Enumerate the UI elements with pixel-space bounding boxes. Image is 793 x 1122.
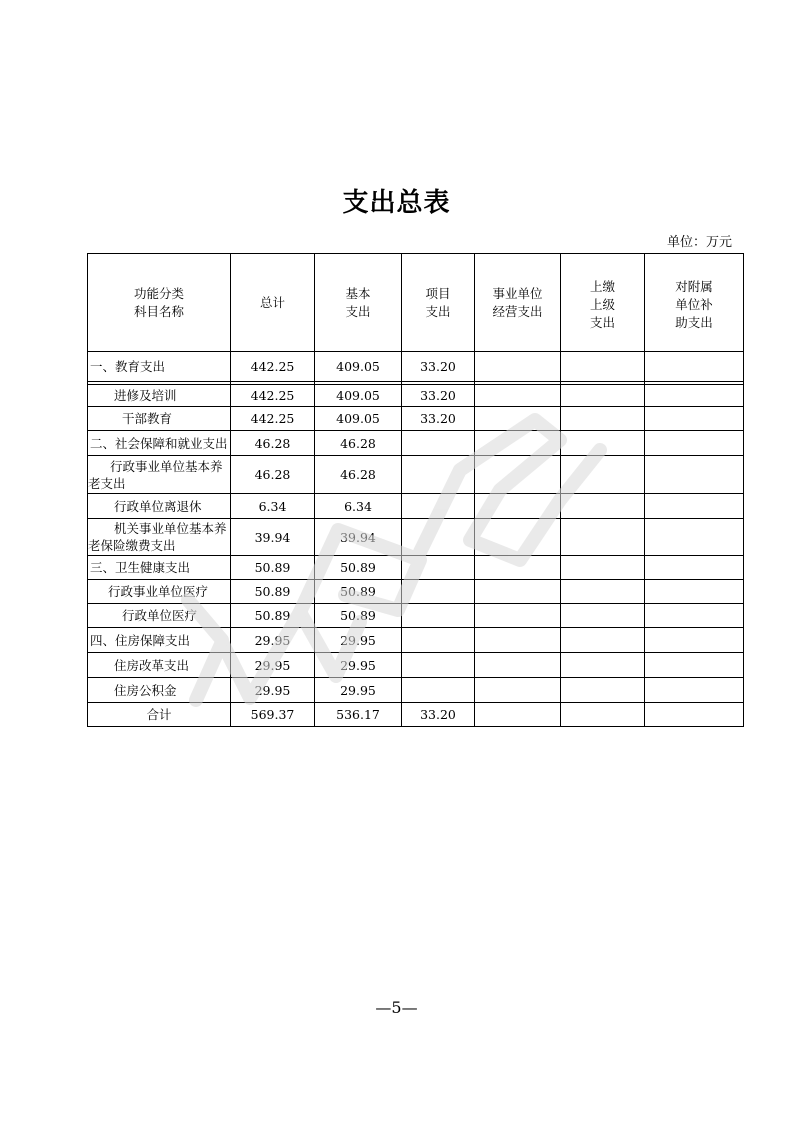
row-name: 一、教育支出 bbox=[88, 352, 231, 382]
row-subsidy bbox=[645, 385, 744, 407]
row-total: 50.89 bbox=[231, 556, 315, 580]
row-subsidy bbox=[645, 407, 744, 431]
row-basic: 29.95 bbox=[315, 653, 402, 678]
row-remit bbox=[561, 456, 645, 494]
row-total: 29.95 bbox=[231, 653, 315, 678]
row-project bbox=[402, 628, 475, 653]
header-category: 功能分类 科目名称 bbox=[88, 254, 231, 352]
page-number: —5— bbox=[375, 998, 418, 1017]
row-business bbox=[475, 352, 561, 382]
row-remit bbox=[561, 556, 645, 580]
row-basic: 409.05 bbox=[315, 352, 402, 382]
row-project bbox=[402, 519, 475, 556]
row-subsidy bbox=[645, 703, 744, 727]
row-subsidy bbox=[645, 431, 744, 456]
row-business bbox=[475, 580, 561, 604]
row-business bbox=[475, 519, 561, 556]
row-remit bbox=[561, 352, 645, 382]
row-total: 442.25 bbox=[231, 407, 315, 431]
row-total: 442.25 bbox=[231, 352, 315, 382]
row-total: 46.28 bbox=[231, 456, 315, 494]
row-subsidy bbox=[645, 604, 744, 628]
row-total: 442.25 bbox=[231, 385, 315, 407]
row-total: 6.34 bbox=[231, 494, 315, 519]
row-business bbox=[475, 678, 561, 703]
row-name: 机关事业单位基本养老保险缴费支出 bbox=[88, 519, 231, 556]
table-header-row bbox=[88, 254, 744, 352]
row-business bbox=[475, 703, 561, 727]
row-subsidy bbox=[645, 352, 744, 382]
row-business bbox=[475, 628, 561, 653]
row-business bbox=[475, 604, 561, 628]
row-project bbox=[402, 494, 475, 519]
row-basic: 29.95 bbox=[315, 678, 402, 703]
row-project bbox=[402, 653, 475, 678]
unit-label: 单位：万元 bbox=[666, 235, 732, 250]
table-row bbox=[88, 456, 744, 494]
row-total: 569.37 bbox=[231, 703, 315, 727]
row-basic: 46.28 bbox=[315, 431, 402, 456]
row-subsidy bbox=[645, 678, 744, 703]
row-basic: 50.89 bbox=[315, 604, 402, 628]
row-basic: 409.05 bbox=[315, 407, 402, 431]
table-total-row bbox=[88, 703, 744, 727]
row-total: 46.28 bbox=[231, 431, 315, 456]
row-basic: 536.17 bbox=[315, 703, 402, 727]
expense-summary-table bbox=[87, 253, 744, 727]
row-name: 行政单位医疗 bbox=[88, 604, 231, 628]
row-business bbox=[475, 385, 561, 407]
row-project bbox=[402, 678, 475, 703]
row-basic: 6.34 bbox=[315, 494, 402, 519]
row-total: 50.89 bbox=[231, 604, 315, 628]
row-subsidy bbox=[645, 519, 744, 556]
table-row bbox=[88, 653, 744, 678]
page-title: 支出总表 bbox=[342, 188, 451, 218]
table-row bbox=[88, 431, 744, 456]
row-basic: 50.89 bbox=[315, 556, 402, 580]
row-project: 33.20 bbox=[402, 407, 475, 431]
row-name: 进修及培训 bbox=[88, 385, 231, 407]
table-row bbox=[88, 407, 744, 431]
row-name: 干部教育 bbox=[88, 407, 231, 431]
row-total: 50.89 bbox=[231, 580, 315, 604]
row-name: 三、卫生健康支出 bbox=[88, 556, 231, 580]
table-row bbox=[88, 494, 744, 519]
row-name: 二、社会保障和就业支出 bbox=[88, 431, 231, 456]
row-business bbox=[475, 407, 561, 431]
row-remit bbox=[561, 678, 645, 703]
row-total: 29.95 bbox=[231, 678, 315, 703]
row-project: 33.20 bbox=[402, 703, 475, 727]
row-remit bbox=[561, 519, 645, 556]
row-project: 33.20 bbox=[402, 352, 475, 382]
row-name: 行政事业单位医疗 bbox=[88, 580, 231, 604]
row-subsidy bbox=[645, 456, 744, 494]
row-project bbox=[402, 556, 475, 580]
row-subsidy bbox=[645, 628, 744, 653]
row-name: 行政单位离退休 bbox=[88, 494, 231, 519]
header-business: 事业单位 经营支出 bbox=[475, 254, 561, 352]
row-name: 住房改革支出 bbox=[88, 653, 231, 678]
row-remit bbox=[561, 494, 645, 519]
table-row bbox=[88, 352, 744, 382]
header-project: 项目 支出 bbox=[402, 254, 475, 352]
row-project: 33.20 bbox=[402, 385, 475, 407]
table-row bbox=[88, 604, 744, 628]
table-row bbox=[88, 628, 744, 653]
row-name: 住房公积金 bbox=[88, 678, 231, 703]
row-remit bbox=[561, 628, 645, 653]
row-remit bbox=[561, 703, 645, 727]
row-business bbox=[475, 653, 561, 678]
row-basic: 409.05 bbox=[315, 385, 402, 407]
table-row bbox=[88, 580, 744, 604]
table-row bbox=[88, 519, 744, 556]
table-row bbox=[88, 678, 744, 703]
row-subsidy bbox=[645, 653, 744, 678]
row-subsidy bbox=[645, 494, 744, 519]
row-name: 行政事业单位基本养老支出 bbox=[88, 456, 231, 494]
header-subsidy: 对附属 单位补 助支出 bbox=[645, 254, 744, 352]
row-project bbox=[402, 456, 475, 494]
header-remit: 上缴 上级 支出 bbox=[561, 254, 645, 352]
row-remit bbox=[561, 580, 645, 604]
row-basic: 29.95 bbox=[315, 628, 402, 653]
row-subsidy bbox=[645, 556, 744, 580]
row-total: 29.95 bbox=[231, 628, 315, 653]
row-basic: 50.89 bbox=[315, 580, 402, 604]
header-basic: 基本 支出 bbox=[315, 254, 402, 352]
row-project bbox=[402, 580, 475, 604]
row-remit bbox=[561, 385, 645, 407]
row-basic: 46.28 bbox=[315, 456, 402, 494]
row-project bbox=[402, 431, 475, 456]
row-remit bbox=[561, 653, 645, 678]
row-remit bbox=[561, 431, 645, 456]
row-name: 四、住房保障支出 bbox=[88, 628, 231, 653]
row-business bbox=[475, 556, 561, 580]
row-subsidy bbox=[645, 580, 744, 604]
table-row bbox=[88, 556, 744, 580]
row-total: 39.94 bbox=[231, 519, 315, 556]
row-remit bbox=[561, 407, 645, 431]
row-business bbox=[475, 431, 561, 456]
row-project bbox=[402, 604, 475, 628]
row-basic: 39.94 bbox=[315, 519, 402, 556]
header-total: 总计 bbox=[231, 254, 315, 352]
row-business bbox=[475, 456, 561, 494]
row-business bbox=[475, 494, 561, 519]
row-remit bbox=[561, 604, 645, 628]
row-name: 合计 bbox=[88, 703, 231, 727]
table-row bbox=[88, 385, 744, 407]
